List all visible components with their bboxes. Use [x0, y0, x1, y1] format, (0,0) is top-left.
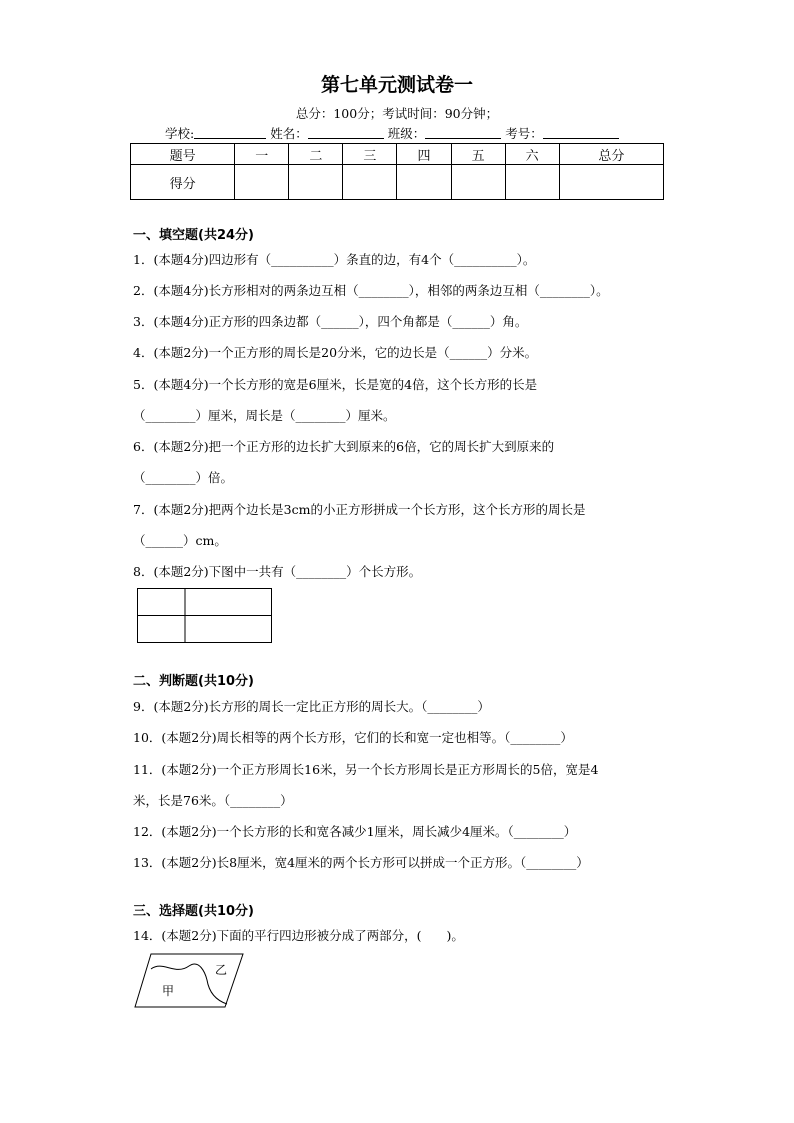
number-label: 考号：	[505, 126, 543, 141]
rectangle-count-figure	[137, 588, 274, 645]
question-4: 4．(本题2分)一个正方形的周长是20分米，它的边长是（______）分米。	[133, 345, 538, 360]
question-14: 14．(本题2分)下面的平行四边形被分成了两部分，( )。	[133, 928, 464, 943]
score-header-cell: 四	[397, 144, 451, 165]
score-cell	[397, 165, 451, 200]
name-label: 姓名：	[270, 126, 308, 141]
question-5-line-2: （________）厘米，周长是（________）厘米。	[133, 408, 396, 423]
score-cell	[343, 165, 397, 200]
page-title: 第七单元测试卷一	[320, 74, 473, 96]
class-label: 班级：	[387, 126, 426, 141]
class-blank	[425, 126, 501, 139]
score-row-label: 得分	[131, 165, 235, 200]
score-table-header-row	[131, 144, 664, 165]
score-header-cell: 三	[343, 144, 397, 165]
region-label-a: 甲	[162, 984, 175, 998]
question-11-line-1: 11．(本题2分)一个正方形周长16米，另一个长方形周长是正方形周长的5倍，宽是4	[133, 762, 599, 777]
question-2: 2．(本题4分)长方形相对的两条边互相（________），相邻的两条边互相（________）。	[133, 283, 609, 298]
score-cell	[289, 165, 343, 200]
question-7-line-1: 7．(本题2分)把两个边长是3cm的小正方形拼成一个长方形，这个长方形的周长是	[133, 502, 586, 517]
question-3: 3．(本题4分)正方形的四条边都（______），四个角都是（______）角。	[133, 314, 528, 329]
question-7-line-2: （______）cm。	[133, 533, 227, 548]
student-info-line	[165, 124, 619, 142]
question-8: 8．(本题2分)下图中一共有（________）个长方形。	[133, 564, 422, 579]
section-heading-multiple-choice: 三、选择题(共10分)	[133, 904, 254, 919]
score-cell	[505, 165, 559, 200]
question-13: 13．(本题2分)长8厘米，宽4厘米的两个长方形可以拼成一个正方形。（________）	[133, 855, 589, 870]
score-cell	[451, 165, 505, 200]
question-12: 12．(本题2分)一个长方形的长和宽各减少1厘米，周长减少4厘米。（________）	[133, 824, 577, 839]
section-heading-true-false: 二、判断题(共10分)	[133, 674, 254, 689]
question-1: 1．(本题4分)四边形有（__________）条直的边，有4个（__________）。	[133, 252, 536, 267]
question-5-line-1: 5．(本题4分)一个长方形的宽是6厘米，长是宽的4倍，这个长方形的长是	[133, 377, 538, 392]
score-header-cell: 六	[505, 144, 559, 165]
section-heading-fill-in: 一、填空题(共24分)	[133, 228, 254, 243]
score-header-cell: 一	[235, 144, 289, 165]
question-9: 9．(本题2分)长方形的周长一定比正方形的周长大。（________）	[133, 699, 490, 714]
question-6-line-2: （________）倍。	[133, 470, 234, 485]
score-table-score-row	[131, 165, 664, 200]
question-10: 10．(本题2分)周长相等的两个长方形，它们的长和宽一定也相等。（________）	[133, 730, 573, 745]
school-label: 学校:	[165, 126, 195, 141]
score-header-cell: 题号	[131, 144, 235, 165]
question-11-line-2: 米，长是76米。（________）	[133, 793, 293, 808]
score-header-cell: 总分	[559, 144, 663, 165]
score-cell	[559, 165, 663, 200]
region-label-b: 乙	[215, 963, 228, 977]
score-table	[130, 143, 664, 200]
score-header-cell: 五	[451, 144, 505, 165]
question-6-line-1: 6．(本题2分)把一个正方形的边长扩大到原来的6倍，它的周长扩大到原来的	[133, 439, 555, 454]
parallelogram-outline	[135, 954, 243, 1007]
school-blank	[194, 126, 266, 139]
number-blank	[543, 126, 619, 139]
parallelogram-figure	[133, 952, 245, 1010]
exam-meta: 总分：100分；考试时间：90分钟；	[295, 106, 499, 121]
name-blank	[308, 126, 384, 139]
score-header-cell: 二	[289, 144, 343, 165]
score-cell	[235, 165, 289, 200]
